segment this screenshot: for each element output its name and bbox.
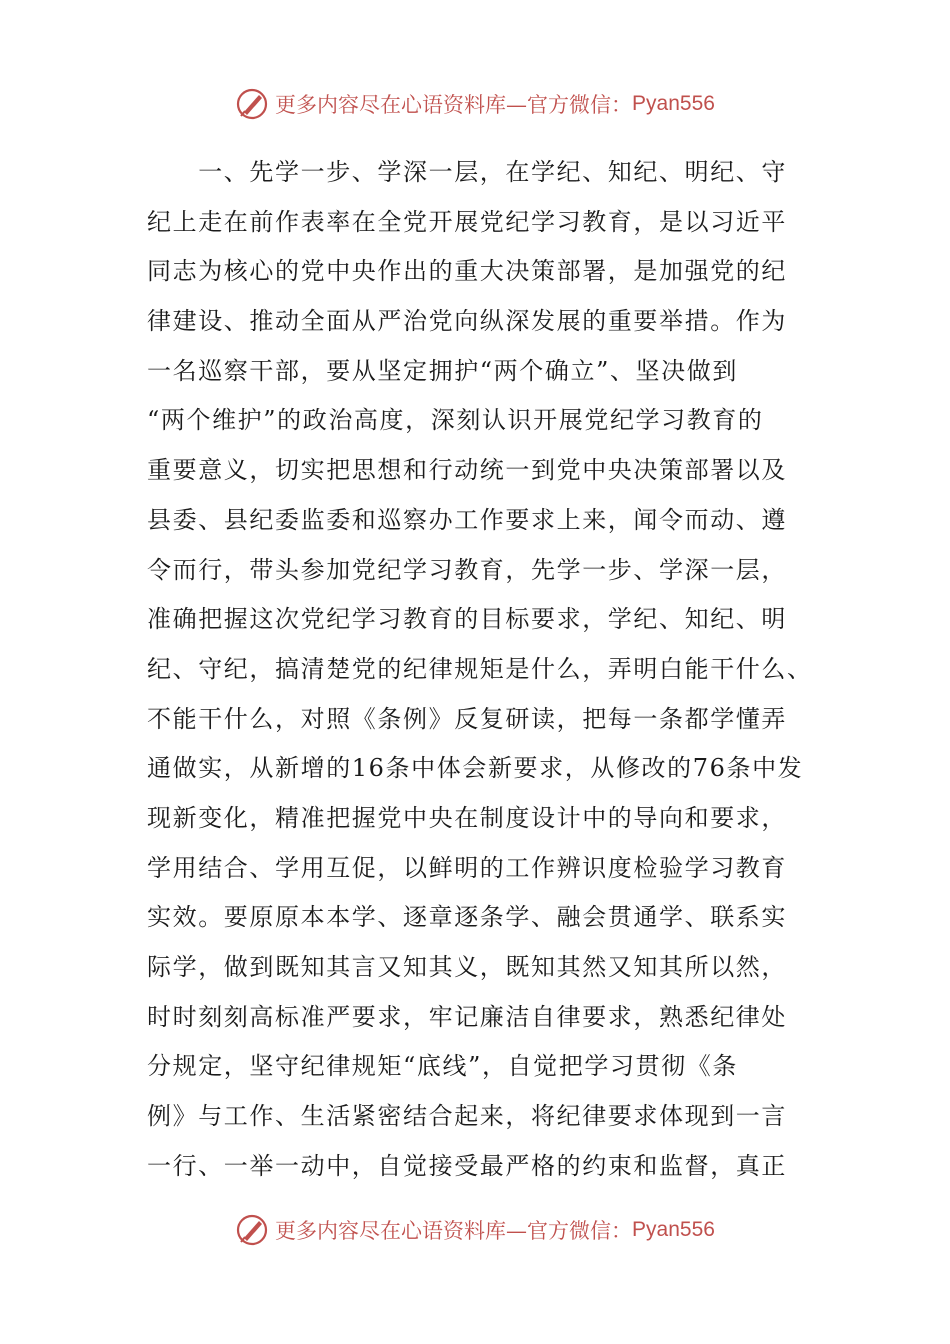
text-line: 重要意义，切实把思想和行动统一到党中央决策部署以及 [147,456,787,485]
text-line: 不能干什么，对照《条例》反复研读，把每一条都学懂弄 [147,704,787,733]
text-line: 实效。要原原本本学、逐章逐条学、融会贯通学、联系实 [147,903,787,932]
text-line: 分规定，坚守纪律规矩“底线”，自觉把学习贯彻《条 [147,1052,738,1081]
text-line: 纪、守纪，搞清楚党的纪律规矩是什么，弄明白能干什么、 [147,654,813,683]
header-watermark [0,84,950,124]
footer-watermark [0,1210,950,1250]
text-line: 律建设、推动全面从严治党向纵深发展的重要举措。作为 [147,307,787,336]
watermark-text: 更多内容尽在心语资料库—官方微信： [275,1219,633,1243]
text-line: 学用结合、学用互促，以鲜明的工作辨识度检验学习教育 [147,853,787,882]
pen-seal-icon [235,87,269,121]
text-line: 一、先学一步、学深一层，在学纪、知纪、明纪、守 [147,158,787,186]
pen-seal-icon [235,1213,269,1247]
watermark-id: Pyan556 [632,92,715,115]
document-body [147,148,813,1191]
watermark-text: 更多内容尽在心语资料库—官方微信： [275,93,633,117]
text-line: 县委、县纪委监委和巡察办工作要求上来，闻令而动、遵 [147,505,787,534]
text-line: 时时刻刻高标准严要求，牢记廉洁自律要求，熟悉纪律处 [147,1002,787,1031]
text-line: 际学，做到既知其言又知其义，既知其然又知其所以然， [147,953,787,981]
text-line: 例》与工作、生活紧密结合起来，将纪律要求体现到一言 [147,1102,787,1131]
text-line: 现新变化，精准把握党中央在制度设计中的导向和要求， [147,803,787,832]
text-line: 一名巡察干部，要从坚定拥护“两个确立”、坚决做到 [147,356,738,385]
text-line: 纪上走在前作表率在全党开展党纪学习教育，是以习近平 [147,207,787,236]
text-line: 令而行，带头参加党纪学习教育，先学一步、学深一层， [147,555,787,584]
text-line: 同志为核心的党中央作出的重大决策部署，是加强党的纪 [147,257,787,286]
text-line: 通做实，从新增的16条中体会新要求，从修改的76条中发 [147,754,804,783]
watermark-id: Pyan556 [632,1218,715,1241]
text-line: 一行、一举一动中，自觉接受最严格的约束和监督，真正 [147,1151,787,1180]
text-line: 准确把握这次党纪学习教育的目标要求，学纪、知纪、明 [147,605,787,634]
text-line: “两个维护”的政治高度，深刻认识开展党纪学习教育的 [147,406,764,435]
